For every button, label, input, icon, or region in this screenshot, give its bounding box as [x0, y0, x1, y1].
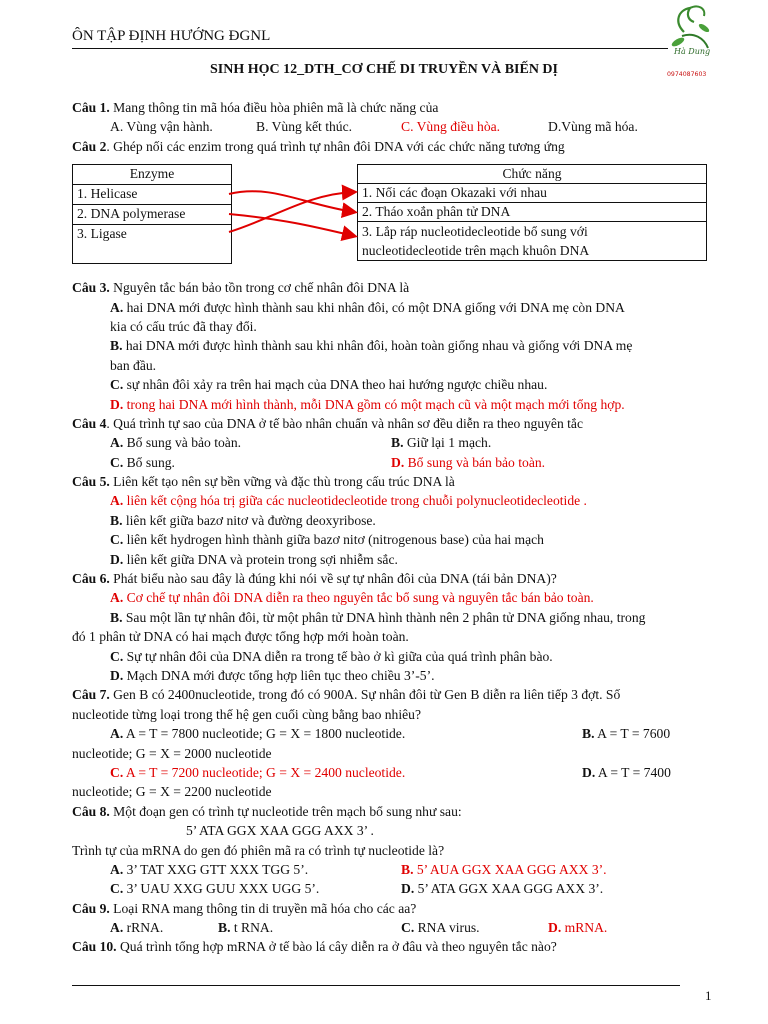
question-label: Câu 6.	[72, 571, 110, 587]
option-a-cont: kia có cấu trúc đã thay đổi.	[110, 318, 257, 334]
option-b-answer: B. 5’ AUA GGX XAA GGG AXX 3’.	[401, 861, 607, 877]
q7-options-ab	[72, 724, 720, 743]
question-4	[72, 414, 720, 433]
option-text: sự nhân đôi xảy ra trên hai mạch của DNA theo hai hướng ngược chiều nhau.	[123, 377, 548, 393]
question-label: Câu 2	[72, 138, 107, 154]
option-text: hai DNA mới được hình thành sau khi nhân đôi, hoàn toàn giống nhau và giống với DNA mẹ	[122, 338, 633, 354]
question-5	[72, 472, 720, 491]
question-label: Câu 10.	[72, 939, 117, 955]
function-3-line-1: 3. Lắp ráp nucleotidecleotide bổ sung với	[362, 224, 588, 240]
option-a-answer: A. Cơ chế tự nhân đôi DNA diễn ra theo nguyên tắc bổ sung và nguyên tắc bán bảo toàn.	[110, 590, 594, 606]
question-10	[72, 937, 720, 956]
option-c: C. 3’ UAU XXG GUU XXX UGG 5’.	[110, 881, 320, 897]
option-label: A.	[110, 299, 124, 315]
q4-options-ab	[72, 433, 720, 452]
question-text: . Quá trình tự sao của DNA ở tế bào nhân chuẩn và nhân sơ đều diễn ra theo nguyên tắc	[106, 415, 583, 431]
function-header: Chức năng	[358, 165, 707, 184]
question-list	[72, 98, 720, 957]
option-c-answer: C. Vùng điều hòa.	[401, 119, 501, 135]
q7-options-cd	[72, 763, 720, 782]
q8-options-cd	[72, 879, 720, 898]
function-3-line-2: nucleotidecleotide trên mạch khuôn DNA	[362, 243, 590, 259]
question-label: Câu 8.	[72, 803, 110, 819]
matching-arrows	[72, 164, 720, 268]
question-text: . Ghép nối các enzim trong quá trình tự nhân đôi DNA với các chức năng tương ứng	[106, 138, 565, 154]
function-item: 1. Nối các đoạn Okazaki với nhau	[358, 184, 707, 203]
option-label: D.	[110, 396, 124, 412]
option-a-answer: A. liên kết cộng hóa trị giữa các nucleotidecleotide trong chuỗi polynucleotidecleotide .	[110, 493, 587, 509]
option-c: C. Bổ sung.	[110, 454, 175, 470]
option-b-cont: đó 1 phân tử DNA có hai mạch được tổng hợp mới hoàn toàn.	[72, 629, 409, 645]
question-label: Câu 4	[72, 415, 107, 431]
enzyme-header: Enzyme	[73, 165, 232, 185]
option-b	[72, 336, 720, 355]
option-d-answer: D. mRNA.	[548, 920, 608, 936]
option-label: B.	[110, 338, 123, 354]
option-d: D. A = T = 7400	[582, 764, 671, 780]
q1-options	[72, 117, 720, 136]
question-label: Câu 7.	[72, 687, 110, 703]
option-d: D. Mạch DNA mới được tổng hợp liên tục theo chiều 3’-5’.	[110, 667, 435, 683]
question-9	[72, 899, 720, 918]
dna-sequence: 5’ ATA GGX XAA GGG AXX 3’ .	[186, 823, 374, 839]
document-title: SINH HỌC 12_DTH_CƠ CHẾ DI TRUYỀN VÀ BIẾN DỊ	[210, 62, 558, 77]
option-b: B. t RNA.	[218, 920, 274, 936]
q9-options	[72, 918, 720, 937]
question-2	[72, 137, 720, 156]
option-b: B. A = T = 7600	[582, 726, 671, 742]
option-d: D.Vùng mã hóa.	[548, 119, 638, 135]
question-8	[72, 802, 720, 821]
q4-options-cd	[72, 453, 720, 472]
option-a: A. 3’ TAT XXG GTT XXX TGG 5’.	[110, 861, 309, 877]
question-label: Câu 9.	[72, 900, 110, 916]
option-a	[72, 298, 720, 317]
option-b: B. liên kết giữa bazơ nitơ và đường deoxyribose.	[110, 512, 376, 528]
option-a: A. A = T = 7800 nucleotide; G = X = 1800 nucleotide.	[110, 726, 406, 742]
option-a: A. rRNA.	[110, 920, 164, 936]
question-text: Mang thông tin mã hóa điều hòa phiên mã là chức năng của	[109, 100, 439, 115]
question-text: Một đoạn gen có trình tự nucleotide trên mạch bổ sung như sau:	[109, 803, 462, 819]
option-label: C.	[110, 377, 124, 393]
option-b: B. Sau một lần tự nhân đôi, từ một phân tử DNA hình thành nên 2 phân tử DNA giống nhau, trong	[110, 609, 646, 625]
option-c: C. liên kết hydrogen hình thành giữa bazơ nitơ (nitrogenous base) của hai mạch	[110, 532, 544, 548]
option-b-cont: nucleotide; G = X = 2000 nucleotide	[72, 745, 272, 761]
question-3	[72, 278, 720, 297]
question-text: Nguyên tắc bán bảo tồn trong cơ chế nhân đôi DNA là	[109, 280, 410, 296]
q8-options-ab	[72, 860, 720, 879]
option-c	[72, 375, 720, 394]
page-number: 1	[705, 988, 712, 1003]
option-text: trong hai DNA mới hình thành, mỗi DNA gồm có một mạch cũ và một mạch mới tổng hợp.	[123, 396, 625, 412]
enzyme-item: 2. DNA polymerase	[73, 205, 232, 225]
footer-divider	[72, 985, 680, 986]
question-7	[72, 685, 720, 704]
question-text: Quá trình tổng hợp mRNA ở tế bào lá cây diễn ra ở đâu và theo nguyên tắc nào?	[116, 939, 557, 955]
option-d-cont: nucleotide; G = X = 2200 nucleotide	[72, 784, 272, 800]
question-7-cont: nucleotide từng loại trong thế hệ gen cuối cùng bằng bao nhiêu?	[72, 706, 421, 722]
option-a: A. Vùng vận hành.	[110, 119, 213, 135]
enzyme-item: 3. Ligase	[73, 225, 232, 264]
question-8-prompt: Trình tự của mRNA do gen đó phiên mã ra có trình tự nucleotide là?	[72, 842, 445, 858]
question-text: Liên kết tạo nên sự bền vững và đặc thù trong cấu trúc DNA là	[109, 474, 455, 490]
logo-phone-text: 0974087603	[667, 71, 707, 78]
question-1	[72, 98, 720, 117]
logo-name-text: Hà Dung	[674, 47, 711, 56]
matching-tables	[72, 164, 720, 268]
option-c-answer: C. A = T = 7200 nucleotide; G = X = 2400 nucleotide.	[110, 764, 406, 780]
option-d-answer: D. Bổ sung và bán bảo toàn.	[391, 454, 546, 470]
question-text: Loại RNA mang thông tin di truyền mã hóa cho các aa?	[109, 900, 417, 916]
header-title: ÔN TẬP ĐỊNH HƯỚNG ĐGNL	[72, 28, 271, 44]
enzyme-item: 1. Helicase	[73, 185, 232, 205]
option-b-cont: ban đầu.	[110, 357, 157, 373]
question-6	[72, 569, 720, 588]
question-label: Câu 3.	[72, 280, 110, 296]
option-text: hai DNA mới được hình thành sau khi nhân đôi, có một DNA giống với DNA mẹ còn DNA	[123, 299, 625, 315]
option-b: B. Vùng kết thúc.	[256, 119, 353, 135]
option-c: C. RNA virus.	[401, 920, 480, 936]
question-label: Câu 1.	[72, 100, 110, 115]
question-text: Phát biểu nào sau đây là đúng khi nói về sự tự nhân đôi của DNA (tái bản DNA)?	[109, 571, 557, 587]
option-d: D. 5’ ATA GGX XAA GGG AXX 3’.	[401, 881, 604, 897]
option-c: C. Sự tự nhân đôi của DNA diễn ra trong tế bào ở kì giữa của quá trình phân bào.	[110, 648, 553, 664]
question-label: Câu 5.	[72, 474, 110, 490]
option-b: B. Giữ lại 1 mạch.	[391, 435, 492, 451]
header-divider	[72, 48, 668, 49]
option-a: A. Bổ sung và bảo toàn.	[110, 435, 242, 451]
option-d: D. liên kết giữa DNA và protein trong sợi nhiễm sắc.	[110, 551, 398, 567]
question-text: Gen B có 2400nucleotide, trong đó có 900A. Sự nhân đôi từ Gen B diễn ra liên tiếp 3 đợt. Số	[109, 687, 621, 703]
function-item: 2. Tháo xoắn phân tử DNA	[358, 203, 707, 222]
option-d-answer	[72, 395, 720, 414]
